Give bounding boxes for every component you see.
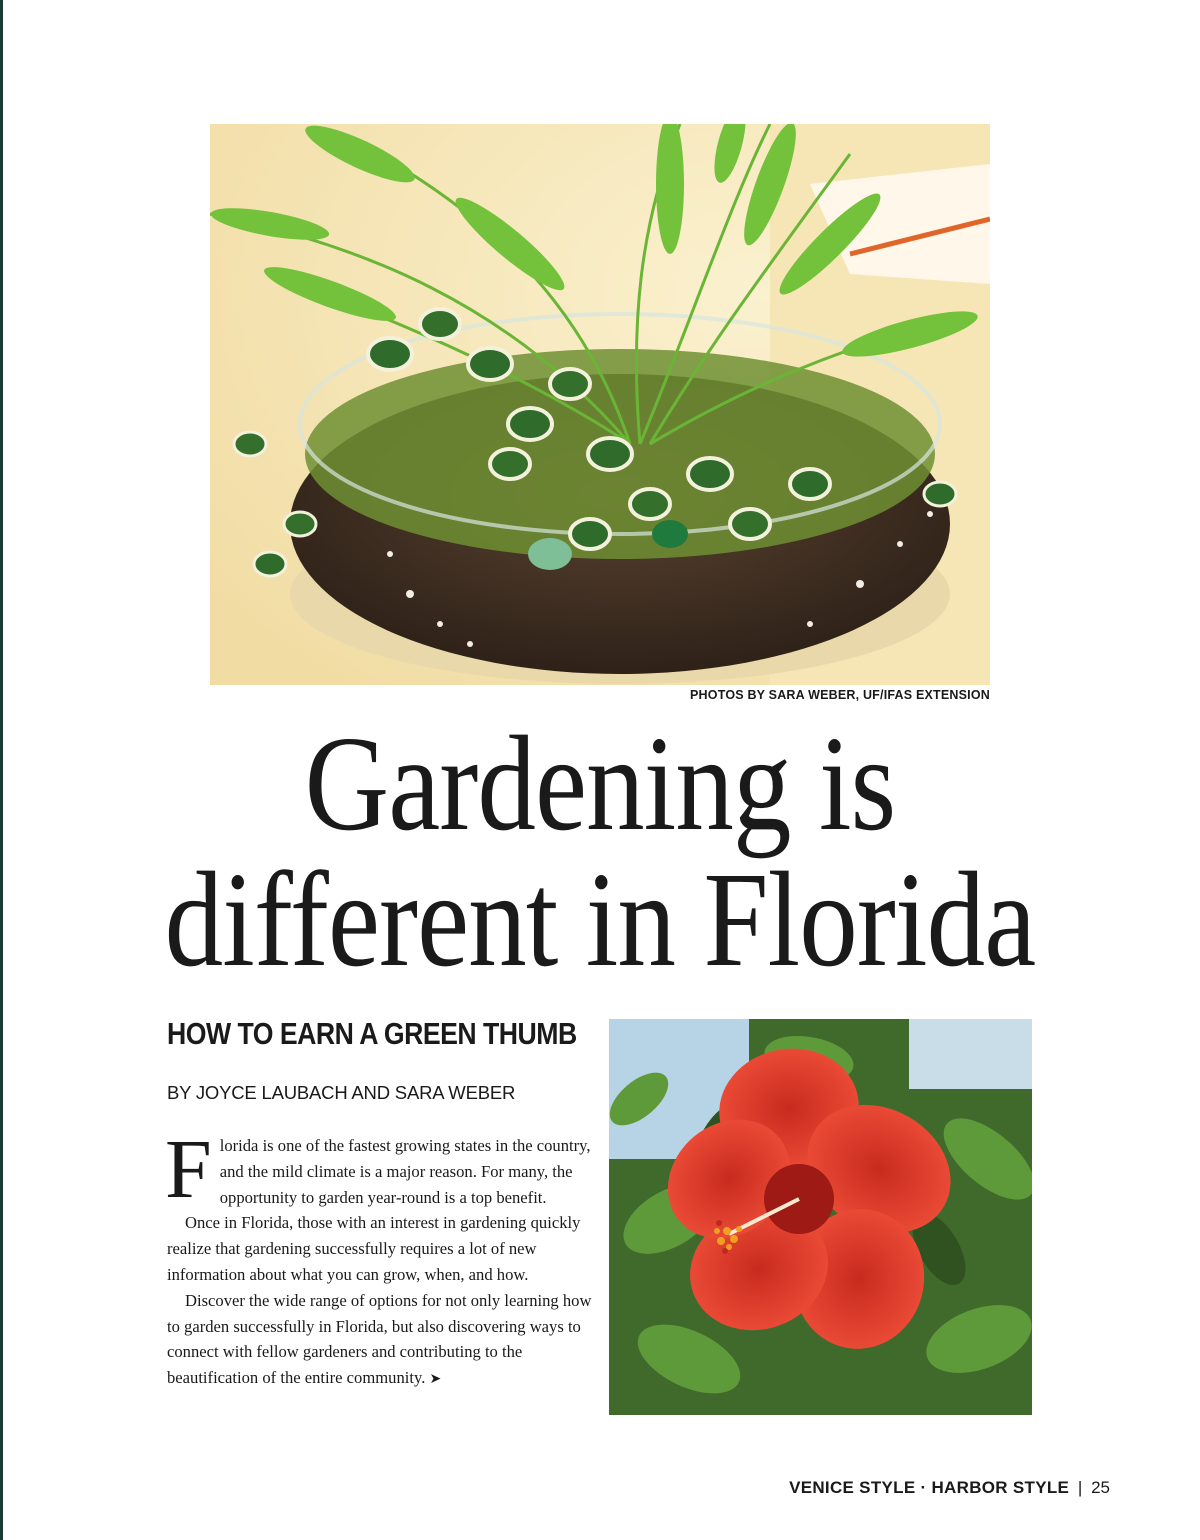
page-number: 25: [1091, 1478, 1110, 1497]
paragraph-1-text: lorida is one of the fastest growing states in the country, and the mild climate is a major reason. For many, the opportunity to garden year-round is a top benefit.: [219, 1136, 591, 1207]
photo-credit: PHOTOS BY SARA WEBER, UF/IFAS EXTENSION: [690, 688, 990, 702]
drop-cap: F: [165, 1123, 212, 1216]
article-subhead: HOW TO EARN A GREEN THUMB: [167, 1016, 577, 1051]
paragraph-3-text: Discover the wide range of options for not only learning how to garden successfully in Florida, but also discovering ways to connect with fellow gardeners and contributing to the beautification of the entire community.: [167, 1290, 592, 1388]
continue-arrow-icon: ➤: [429, 1371, 442, 1388]
page-footer: [789, 1478, 1110, 1498]
article-body: [165, 1123, 592, 1393]
paragraph-2: Once in Florida, those with an interest in gardening quickly realize that gardening successfully requires a lot of new information about what you can grow, when, and how.: [167, 1213, 581, 1284]
footer-separator: |: [1077, 1478, 1083, 1497]
headline-line-2: different in Florida: [164, 845, 1036, 995]
terrarium-photo: [210, 124, 990, 685]
paragraph-1: [165, 1123, 592, 1216]
article-byline: BY JOYCE LAUBACH AND SARA WEBER: [167, 1082, 516, 1103]
headline-line-1: Gardening is: [304, 709, 896, 859]
magazine-name: VENICE STYLE · HARBOR STYLE: [789, 1478, 1070, 1497]
page-edge-strip: [0, 0, 3, 1540]
paragraph-3: [167, 1288, 592, 1393]
article-headline: [84, 709, 1116, 995]
hibiscus-photo: [609, 1019, 1032, 1415]
